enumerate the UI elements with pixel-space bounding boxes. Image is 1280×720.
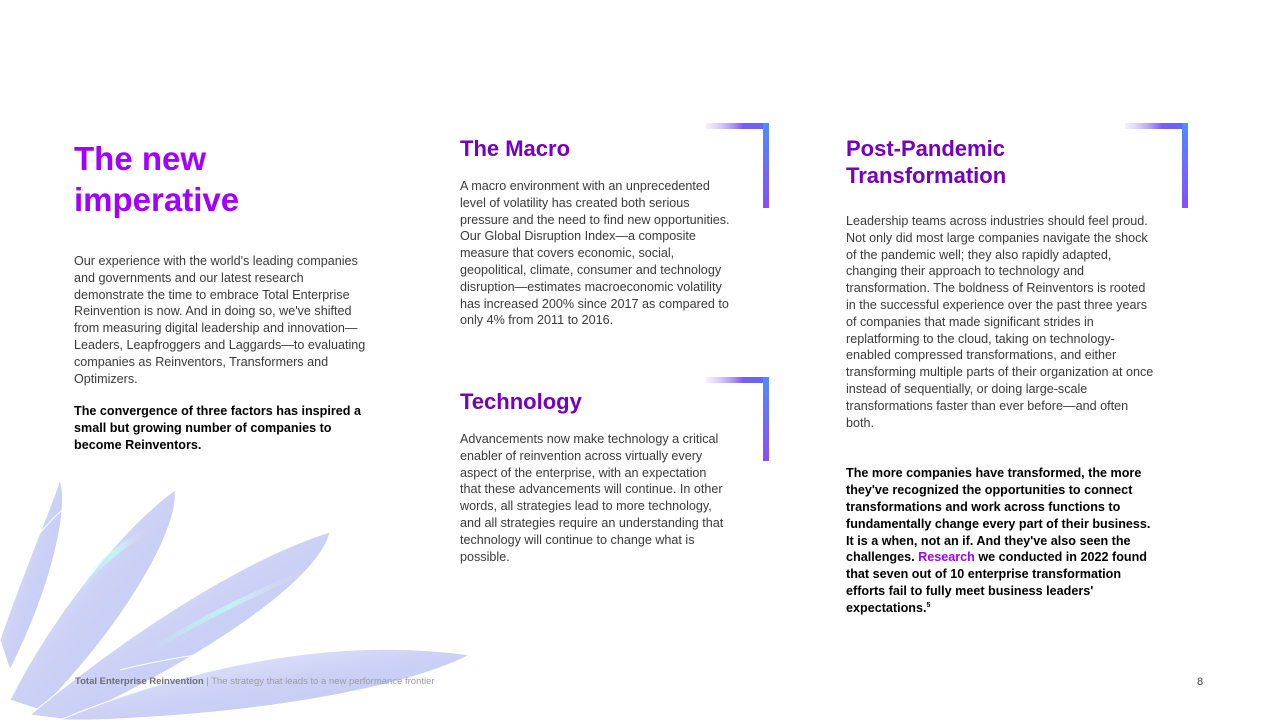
footer [75,676,435,687]
intro-paragraph: Our experience with the world's leading companies and governments and our latest research demonstrate the time to embrace Total Enterprise Reinvention is now. And in doing so, we've shifted from measuring digital leadership and innovation—Leaders, Leapfroggers and Laggards—to evaluating companies as Reinventors, Transformers and Optimizers. [74,254,366,386]
macro-title: The Macro [460,136,571,161]
footer-brand: Total Enterprise Reinvention [75,676,204,687]
technology-paragraph: Advancements now make technology a critical enabler of reinvention across virtually every aspect of the enterprise, with an expectation that these advancements will continue. In other words, all strategies lead to more technology, and all strategies require an understanding that technology will continue to change what is possible. [460,432,724,564]
page-title-line2: imperative [74,181,240,218]
post-pandemic-section [846,135,1156,617]
highlight-text: The more companies have transformed, the more they've recognized the opportunities to connect transformations and work across functions to fundamentally change every part of their business. It is a when, not an if. And they've also seen the challenges. [846,466,1151,565]
footer-separator: | [203,676,212,687]
post-pandemic-title-line2: Transformation [846,163,1007,188]
technology-title: Technology [460,389,582,414]
page-title-line1: The new [74,140,207,177]
post-pandemic-highlight [846,465,1156,616]
page-number: 8 [1197,676,1204,688]
intro-column [74,138,374,454]
footnote-marker[interactable]: 5 [926,601,931,609]
footer-tagline: The strategy that leads to a new performance frontier [211,676,435,687]
intro-highlight: The convergence of three factors has inspired a small but growing number of companies to become Reinventors. [74,404,361,452]
page-title [74,138,374,220]
macro-section [460,135,730,329]
post-pandemic-paragraph: Leadership teams across industries should feel proud. Not only did most large companies navigate the shock of the pandemic well; they also rapidly adapted, changing their approach to technology and transformation. The boldness of Reinventors is rooted in the successful experience over the past three years of companies that made significant strides in replatforming to the cloud, taking on technology-enabled compressed transformations, and either transforming multiple parts of their organization at once instead of sequentially, or doing large-scale transformations faster than ever before—and often both. [846,214,1154,430]
post-pandemic-title-line1: Post-Pandemic [846,136,1005,161]
technology-section [460,388,730,565]
macro-paragraph: A macro environment with an unprecedented level of volatility has created both serious pressure and the need to find new opportunities. Our Global Disruption Index—a composite measure that covers economic, social, geopolitical, climate, consumer and technology disruption—estimates macroeconomic volatility has increased 200% since 2017 as compared to only 4% from 2011 to 2016. [460,179,730,328]
post-pandemic-title [846,135,1156,189]
highlight-text-end: we conducted in 2022 found that seven out of 10 enterprise transformation efforts fail to fully meet business leaders' expectations. [846,550,1147,615]
research-link[interactable]: Research [918,550,975,565]
